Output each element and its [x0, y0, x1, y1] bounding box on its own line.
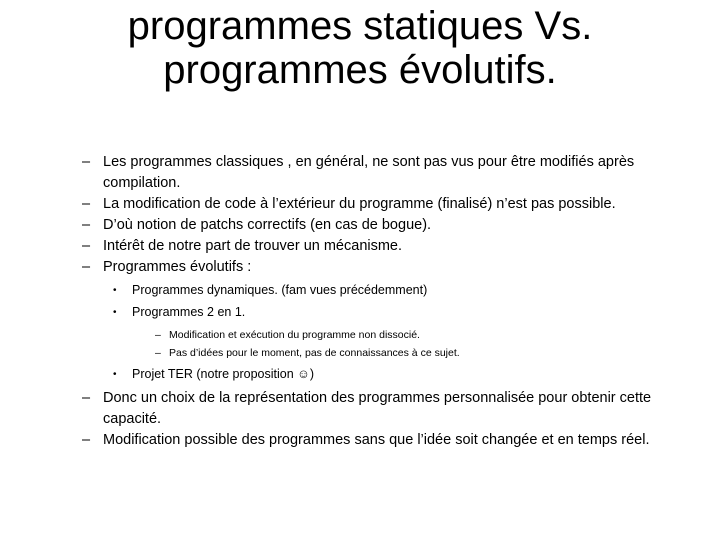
bullet-item [0, 257, 720, 278]
bullet-text: Les programmes classiques , en général, ne sont pas vus pour être modifiés après compilation. [103, 154, 635, 191]
dot-marker: • [113, 369, 117, 380]
sub-sub-bullet-text: Modification et exécution du programme non dissocié. [169, 329, 420, 341]
dot-marker: • [113, 307, 117, 318]
slide-title-line-1: programmes statiques Vs. [127, 4, 593, 48]
dash-marker: – [82, 259, 91, 275]
sub-sub-bullet-text: Pas d’idées pour le moment, pas de connaissances à ce sujet. [169, 347, 460, 359]
sub-sub-bullet-item [0, 326, 720, 344]
sub-bullet-item [0, 303, 720, 322]
dash-marker: – [155, 329, 161, 341]
bullet-text: D’où notion de patchs correctifs (en cas de bogue). [103, 217, 432, 233]
bullet-text: La modification de code à l’extérieur du programme (finalisé) n’est pas possible. [103, 196, 616, 212]
bullet-item [0, 215, 720, 236]
slide-title-line-2: programmes évolutifs. [163, 48, 557, 92]
bullet-text: Intérêt de notre part de trouver un mécanisme. [103, 238, 403, 254]
sub-bullet-text: Programmes 2 en 1. [132, 305, 246, 319]
dash-marker: – [82, 196, 91, 212]
sub-bullet-item [0, 365, 720, 384]
sub-sub-bullet-item [0, 344, 720, 362]
dash-marker: – [155, 347, 161, 359]
bullet-text: Programmes évolutifs : [103, 259, 252, 275]
dash-marker: – [82, 217, 91, 233]
dash-marker: – [82, 154, 91, 170]
bullet-text: Donc un choix de la représentation des programmes personnalisée pour obtenir cette capacité. [103, 390, 652, 427]
dash-marker: – [82, 432, 91, 448]
bullet-item [0, 430, 720, 451]
dot-marker: • [113, 285, 117, 296]
bullet-item [0, 194, 720, 215]
bullet-item [0, 236, 720, 257]
bullet-list [0, 152, 720, 451]
sub-bullet-text: Programmes dynamiques. (fam vues précédemment) [132, 283, 428, 297]
dash-marker: – [82, 238, 91, 254]
slide-title [0, 4, 720, 92]
sub-bullet-text: Projet TER (notre proposition ☺) [132, 367, 315, 381]
sub-bullet-item [0, 281, 720, 300]
bullet-text: Modification possible des programmes sans que l’idée soit changée et en temps réel. [103, 432, 650, 448]
bullet-item [0, 388, 720, 430]
bullet-item [0, 152, 720, 194]
dash-marker: – [82, 390, 91, 406]
